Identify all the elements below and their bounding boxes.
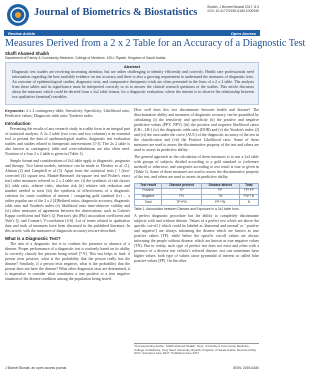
table-caption: Table 1: Association between Disease and Exposure in a 2x2 table form. xyxy=(134,206,240,211)
abstract-heading: Abstract xyxy=(123,64,141,69)
author-name: Shaffi Ahamed Shaikh xyxy=(5,51,50,56)
footer-issn: ISSN: 2155-6180 xyxy=(232,366,259,370)
table-cell: N xyxy=(239,200,258,206)
table-cell: Negative xyxy=(135,194,162,200)
table-cell: Total xyxy=(135,200,162,206)
open-access-label: Open Access xyxy=(230,30,256,36)
table-cell: TP+FN xyxy=(162,200,202,206)
table-header-cell: Total xyxy=(239,183,258,189)
left-column xyxy=(5,108,130,283)
intro-paragraph: Presenting the results of any research study in a table form is an integral part of statistical analysis. A 2x 2 table (two rows and two columns) is an essential tool to present the data of epidemiological studies, diagnostic test evaluation studies and studies related to therapeutic interventions [1-3]. The 2x 2 table is also known as contingency table and cross-tabulations are also often used. Notation of a four 2 x 2 table is given in (Table 1). xyxy=(5,127,130,156)
page-footer xyxy=(0,364,264,373)
table-header-cell: Disease present xyxy=(162,183,202,189)
table-cell: TP+FP xyxy=(239,189,258,195)
doi-line[interactable]: DOI: 10.4172/2155-6180.1000349 xyxy=(207,9,259,14)
paper-title: Measures Derived from a 2 x 2 Table for an Accuracy of a Diagnostic Test xyxy=(5,38,306,49)
table-cell: Positive xyxy=(135,189,162,195)
body-paragraph: A perfect diagnostic procedure has the ability to completely discriminate subjects with and without disease. Values of a perfect test which are above the specific cut-off ( which could be labeled as 'abnormal and normal' or ' positive and negative') are always informing the disease which are known as true positive values (TP). while below the specific cut-off values are always informing the people without disease, which are known as true negative values (TN). But in reality, such type of perfect test does not exist and often with a presence of a diverse test vehicle's referred disease, test can sometimes have higher values. both type of values cause pyramidal of interest so called false positive values (FP). On the other xyxy=(134,213,259,263)
journal-logo-icon xyxy=(6,3,30,27)
journal-header xyxy=(0,0,264,30)
keywords-label: Keywords: xyxy=(5,108,25,113)
contingency-table xyxy=(134,183,259,206)
table-header-cell: Test result xyxy=(135,183,162,189)
article-type-bar xyxy=(4,30,260,36)
table-cell: FN+TN xyxy=(239,194,258,200)
body-paragraph: How well does this test discriminate between health and disease? The discriminative ability and measures of diagnostic accuracy can be quantified by calculating (i) the sensitivity and specificity (ii) the positive and negative predictive values (PPV, NPV) (iii) the positive and negative likelihood ratios (LR+, LR-) (iv) the diagnostic odds ratio (DOR) and (v) the Youden's index (J) and (vi) the area under the curve (AUC) of the diagnostic accuracy of the test in the classification and (vii) the Positive Likelihood ratio. Some of these measures are used to assess the discriminative property of the test and others are used to assess its predictive ability. xyxy=(134,108,259,152)
table-1 xyxy=(134,183,259,212)
journal-title: Journal of Biometrics & Biostatistics xyxy=(34,7,198,18)
author-affiliation: Department of Family & Community Medicine, College of Medicine, KSU, Riyadh, Kingdom of Saudi Arabia xyxy=(5,56,166,60)
intro-heading: Introduction xyxy=(5,121,31,126)
footer-journal: J Biomet Biostat, an open access journal xyxy=(5,366,67,370)
intro-paragraph: Simple format and considerations of 2x2 table apply to diagnostic, prognosis and therapy. Two latent models, inference can be made to Fletcher et al. (1), Altman (2) and Campbell et al (3). Apart from the statistical tests ( ? (two-corrected (4) square test, Mantel-Haenszel chi-square test and Fisher's exact test) other measures referred to 2 x 2 table are: (i) the synthesis of risk factors (ii) odds ratio, relative risks, absolute risk (ii) relative risk reduction and number needed to treat (iii) the synthesis of effectiveness of a diagnostic criterion for some condition of interest / comparing gold standard (iv) ... a rather popular use of the 2 x 2 [4]Refined ratios, diagnostic accuracy, diagnostic odds ratio and Youden's index (v) likelihood ratio inter-observer validity and (vi) other measures of agreement between the observations, such as Cohen's Kappa coefficient and Yule's Q, Pearson's phi (Phi) association coefficient and Yule's Q, and Cramer's V-correlation [4-6]. Lot of terms related to qualitative data and truth of measures have been discussed in the published literature. In this article, with the measures of diagnostic accuracy test are described. xyxy=(5,158,130,233)
table-cell: TN xyxy=(201,194,239,200)
right-column xyxy=(134,108,259,265)
article-type-label: Review Article xyxy=(8,30,36,36)
keywords-text: 2 x 2 contingency table; Sensitivity; Specificity; Likelihood ratio; Predictive values; Diagnostic odds ratio; Youden's index xyxy=(5,109,130,118)
citation-line: Shaikh, J Biomet Biostat 2017, 8:3 xyxy=(207,5,259,9)
citation-block xyxy=(201,5,259,13)
correspondence-note: *Corresponding author: Shaffi Ahamed Shaikh, Dept. of Family & Community Medicine, College of Medicine, King Saud University, Riyadh, Kingdom of Saudi Arabia. Received May 2017; Accepted June 2017; Published June 2017 xyxy=(134,343,259,356)
table-row xyxy=(135,200,259,206)
body-paragraph: The general approach in the calculation of these measures is to use a 2x2 table with groups of subjects divided according to a gold standard or (reference method) or otherwise, and categories according to test result is true or given in (Table 1). Some of these measures are used to assess the discriminative property of the test, and others are used to assess its predictive ability. xyxy=(134,154,259,179)
table-cell: TP xyxy=(162,189,202,195)
keywords xyxy=(5,108,130,119)
table-cell: FN xyxy=(162,194,202,200)
table-header-cell: Disease absent xyxy=(201,183,239,189)
abstract-box xyxy=(5,62,259,105)
abstract-text: Diagnostic test studies are receiving increasing attention, but are rather challenging to identify efficiently and correctly. Health care professionals need information regarding the best available evidence on test accuracy and there is also a growing requirement to understand the measures of diagnostic tests. An outcome of epidemiological studies, diagnostic tests, and comparative therapeutic trials are often presented in the form of a 2 x 2 table. The analysis from these tables and its significance must be interpreted correctly so as to answer the clinical research questions of the studies. This article discusses about the measures which could be derived from a 2x2 table format, for a diagnostic evaluation, where the interest is to observe the relationship between two qualitative (nominal) variables. xyxy=(12,69,254,99)
diagnostic-test-paragraph: The aim of a diagnostic test is to confirm the presence or absence of a disease. Proper performance of a diagnostic test is routinely based on its ability to correctly classify the persons being tested [7-9]. This test helps to find: if person tests positive, what is the probability that the person really has the disease? Similarly, if a person tests negative, what is the probability that the person does not have the disease? What other diagnostic tests are determined, it is imperative to consider what constitutes a true positive or a true negative situation of the disease condition among the population being tested. xyxy=(5,241,130,281)
table-cell: FP+TN xyxy=(201,200,239,206)
table-cell: FP xyxy=(201,189,239,195)
diagnostic-test-heading: What is a Diagnostic Test? xyxy=(5,235,61,241)
